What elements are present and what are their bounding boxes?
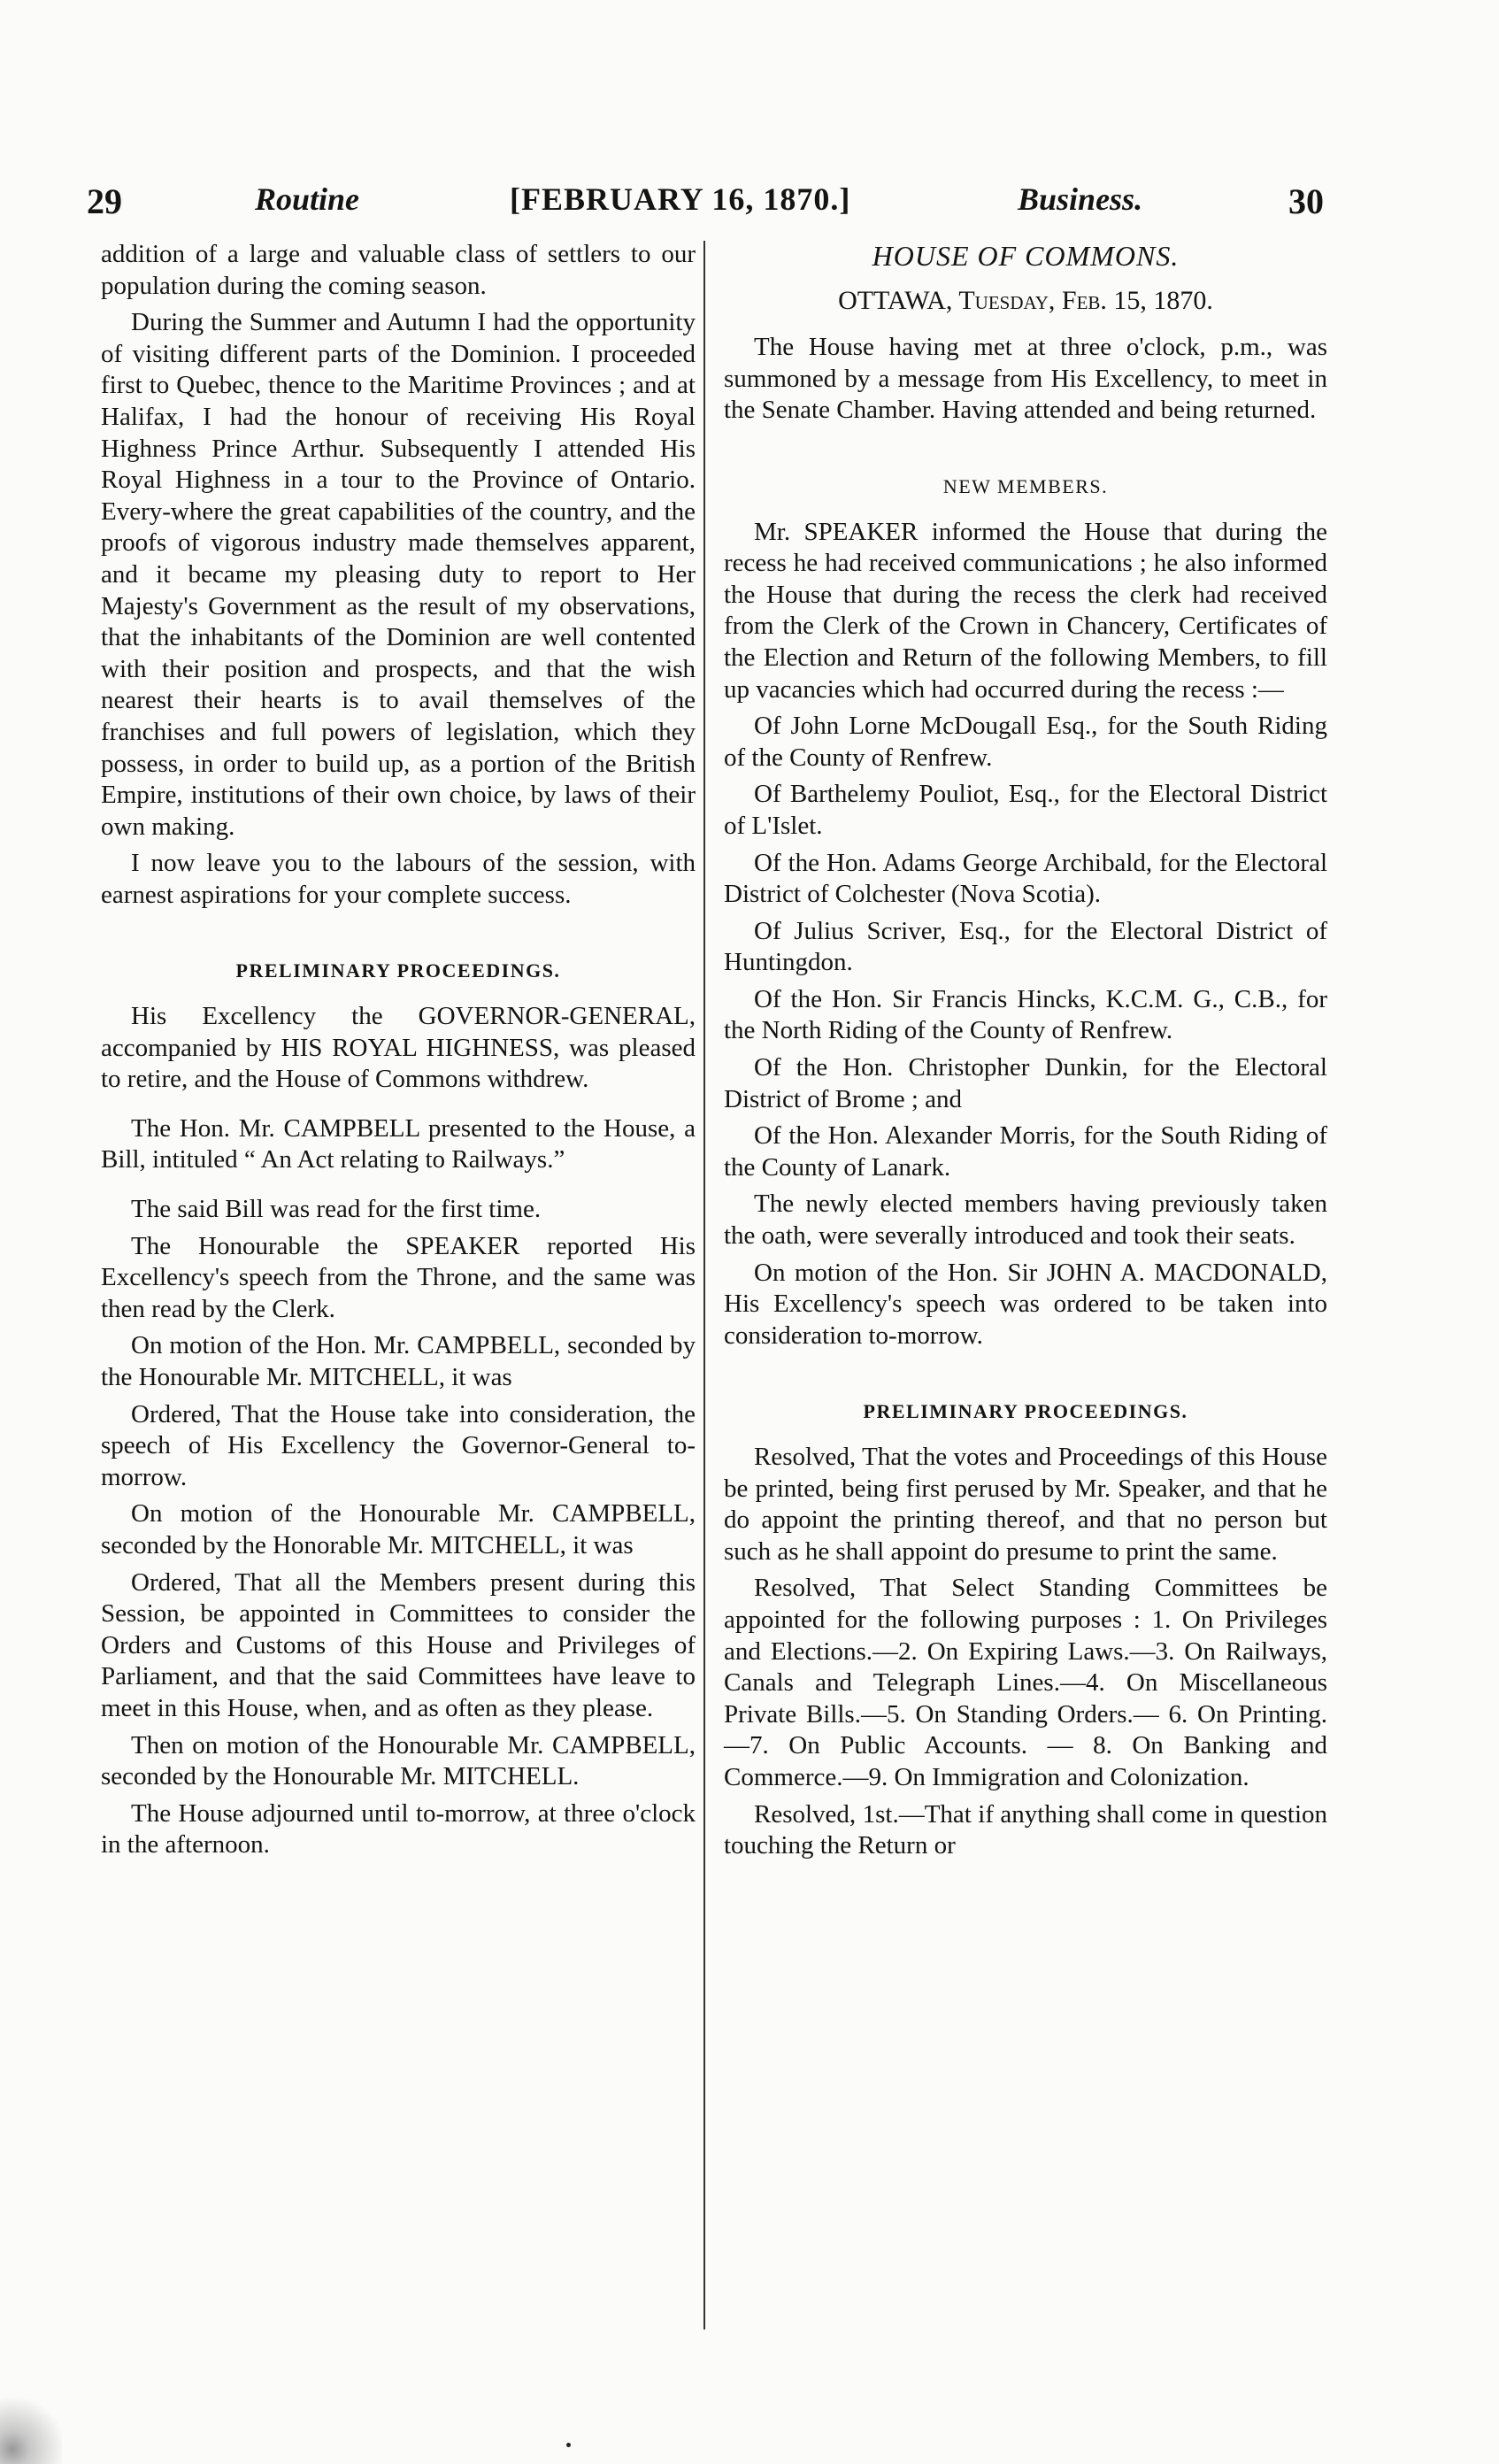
- page-number-left: 29: [87, 181, 122, 221]
- paragraph: The newly elected members having previously taken the oath, were severally introduced and took their seats.: [724, 1190, 1327, 1251]
- right-column: [724, 239, 1327, 1867]
- paragraph: On motion of the Hon. Sir JOHN A. MACDONALD, His Excellency's speech was ordered to be taken into consideration to-morrow.: [724, 1258, 1327, 1350]
- paragraph: Mr. SPEAKER informed the House that during the recess he had received communications ; he also informed the House that during the recess the clerk had received from the Clerk of the Crown in Chancery, Certificates of the Election and Return of the following Members, to fill up vacancies which had occurred during the recess :—: [724, 517, 1327, 704]
- running-header: [87, 173, 1324, 227]
- paragraph: His Excellency the GOVERNOR-GENERAL, accompanied by HIS ROYAL HIGHNESS, was pleased to retire, and the House of Commons withdrew.: [101, 1002, 696, 1094]
- spacer: [101, 1182, 696, 1194]
- house-title: HOUSE OF COMMONS.: [872, 240, 1180, 272]
- paragraph: I now leave you to the labours of the session, with earnest aspirations for your complete success.: [101, 849, 696, 909]
- paragraph: Of John Lorne McDougall Esq., for the South Riding of the County of Renfrew.: [724, 712, 1327, 772]
- paragraph: Resolved, That the votes and Proceedings of this House be printed, being first perused by Mr. Speaker, and that he do appoint the printing thereof, and that no person but such as he shall appoint do presume to print the same.: [724, 1443, 1327, 1566]
- paragraph: Resolved, That Select Standing Committees be appointed for the following purposes : 1. On Privileges and Elections.—2. On Expiring Laws.—3. On Railways, Canals and Telegraph Lines.—4. On Miscellaneous Private Bills.—5. On Standing Orders.— 6. On Printing.—7. On Public Accounts. — 8. On Banking and Commerce.—9. On Immigration and Colonization.: [724, 1574, 1327, 1791]
- header-date: [FEBRUARY 16, 1870.]: [510, 181, 851, 217]
- section-heading: PRELIMINARY PROCEEDINGS.: [863, 1400, 1188, 1423]
- spacer: [724, 432, 1327, 471]
- section-heading: PRELIMINARY PROCEEDINGS.: [235, 959, 561, 982]
- page-number-right: 30: [1288, 181, 1324, 221]
- paragraph: Of Julius Scriver, Esq., for the Electoral District of Huntingdon.: [724, 916, 1327, 977]
- section-heading: NEW MEMBERS.: [942, 474, 1109, 497]
- spacer: [101, 916, 696, 955]
- paragraph: Of the Hon. Sir Francis Hincks, K.C.M. G., C.B., for the North Riding of the County of Renfrew.: [724, 984, 1327, 1045]
- left-column: [101, 239, 696, 1867]
- scan-artifact: [0, 2390, 62, 2464]
- paragraph: The Hon. Mr. CAMPBELL presented to the House, a Bill, intituled “ An Act relating to Railways.”: [101, 1113, 696, 1174]
- paragraph: Of the Hon. Alexander Morris, for the South Riding of the County of Lanark.: [724, 1121, 1327, 1182]
- paragraph: addition of a large and valuable class of settlers to our population during the coming season.: [101, 240, 696, 300]
- paragraph: The House adjourned until to-morrow, at three o'clock in the afternoon.: [101, 1798, 696, 1860]
- column-divider: [703, 241, 705, 2329]
- paragraph: On motion of the Hon. Mr. CAMPBELL, seconded by the Honourable Mr. MITCHELL, it was: [101, 1331, 696, 1391]
- paragraph: Of Barthelemy Pouliot, Esq., for the Electoral District of L'Islet.: [724, 780, 1327, 840]
- paragraph: Then on motion of the Honourable Mr. CAMPBELL, seconded by the Honourable Mr. MITCHELL.: [101, 1730, 696, 1791]
- spacer: [724, 1357, 1327, 1396]
- paragraph: Resolved, 1st.—That if anything shall come in question touching the Return or: [724, 1799, 1327, 1860]
- spacer: [101, 1101, 696, 1113]
- paragraph: Of the Hon. Adams George Archibald, for the Electoral District of Colchester (Nova Scotia).: [724, 848, 1327, 909]
- dateline: OTTAWA, Tuesday, Feb. 15, 1870.: [838, 285, 1213, 315]
- paragraph: The said Bill was read for the first time.: [131, 1195, 542, 1224]
- paragraph: The House having met at three o'clock, p.m., was summoned by a message from His Excellency, to meet in the Senate Chamber. Having attended and being returned.: [724, 333, 1327, 425]
- header-routine: Routine: [255, 181, 360, 217]
- paragraph: Ordered, That the House take into consideration, the speech of His Excellency the Governor-General to-morrow.: [101, 1399, 696, 1491]
- paragraph: Ordered, That all the Members present during this Session, be appointed in Committees to consider the Orders and Customs of this House and Privileges of Parliament, and that the said Committees have leave to meet in this House, when, and as often as they please.: [101, 1567, 696, 1722]
- ink-dot: [566, 2443, 571, 2447]
- paragraph: Of the Hon. Christopher Dunkin, for the Electoral District of Brome ; and: [724, 1053, 1327, 1113]
- paragraph: During the Summer and Autumn I had the opportunity of visiting different parts of the Dominion. I proceeded first to Quebec, thence to the Maritime Provinces ; and at Halifax, I had the honour of receiving His Royal Highness Prince Arthur. Subsequently I attended His Royal Highness in a tour to the Province of Ontario. Every-where the great capabilities of the country, and the proofs of vigorous industry made themselves apparent, and it became my pleasing duty to report to Her Majesty's Government as the result of my observations, that the inhabitants of the Dominion are well contented with their position and prospects, and that the wish nearest their hearts is to avail themselves of the franchises and full powers of legislation, which they possess, in order to build up, as a portion of the British Empire, institutions of their own choice, by laws of their own making.: [101, 308, 696, 841]
- paragraph: On motion of the Honourable Mr. CAMPBELL, seconded by the Honorable Mr. MITCHELL, it was: [101, 1499, 696, 1559]
- paragraph: The Honourable the SPEAKER reported His Excellency's speech from the Throne, and the same was then read by the Clerk.: [101, 1231, 696, 1323]
- header-business: Business.: [1018, 181, 1143, 217]
